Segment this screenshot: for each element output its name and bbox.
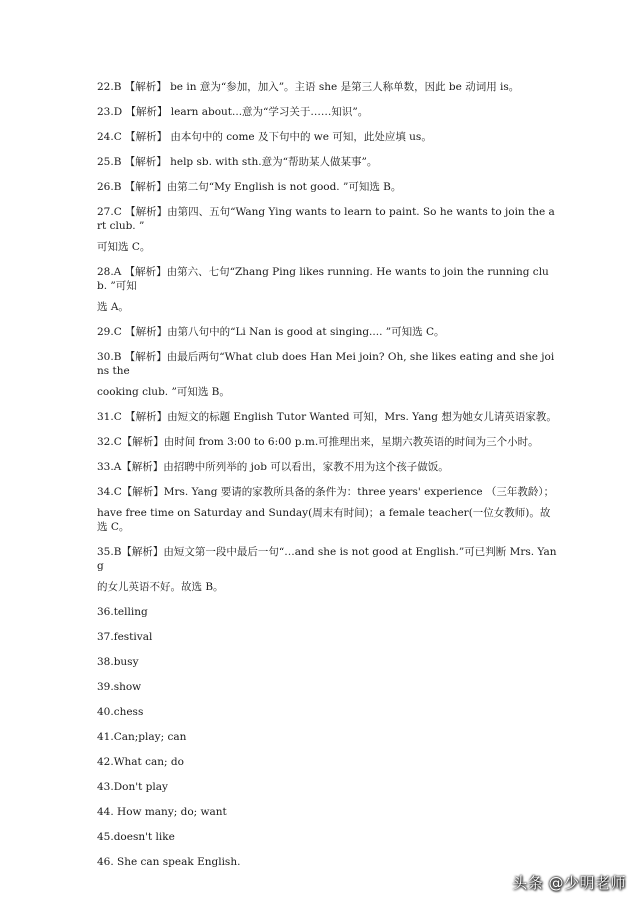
answer-41: 41.Can;play; can [97, 731, 187, 743]
answer-24: 24.C 【解析】 由本句中的 come 及下句中的 we 可知，此处应填 us。 [97, 131, 432, 143]
answer-34-line-2: have free time on Saturday and Sunday(周末有时间)；a female teacher(一位女教师)。故选 C。 [97, 507, 551, 533]
answer-40: 40.chess [97, 706, 144, 718]
answer-39: 39.show [97, 681, 142, 693]
answer-45: 45.doesn't like [97, 831, 175, 843]
answer-25: 25.B 【解析】 help sb. with sth.意为“帮助某人做某事”。 [97, 156, 378, 168]
answer-27-line-1: 27.C 【解析】由第四、五句“Wang Ying wants to learn to paint. So he wants to join the art club. ” [97, 206, 555, 232]
answer-35-line-1: 35.B【解析】由短文第一段中最后一句“…and she is not good at English.”可已判断 Mrs. Yang [97, 546, 557, 572]
answer-28-line-1: 28.A 【解析】由第六、七句“Zhang Ping likes running. He wants to join the running club. ”可知 [97, 266, 549, 292]
answer-36: 36.telling [97, 606, 148, 618]
answer-33: 33.A【解析】由招聘中所列举的 job 可以看出，家教不用为这个孩子做饭。 [97, 461, 449, 473]
answer-28-line-2: 选 A。 [97, 301, 129, 313]
answer-35-line-2: 的女儿英语不好。故选 B。 [97, 581, 224, 593]
answer-23: 23.D 【解析】 learn about...意为“学习关于……知识”。 [97, 106, 369, 118]
answer-29: 29.C 【解析】由第八句中的“Li Nan is good at singing.... ”可知选 C。 [97, 326, 445, 338]
answer-26: 26.B 【解析】由第二句“My English is not good. ”可知选 B。 [97, 181, 402, 193]
answer-34-line-1: 34.C【解析】Mrs. Yang 要请的家教所具备的条件为：three years' experience （三年教龄）； [97, 486, 555, 498]
answer-31: 31.C 【解析】由短文的标题 English Tutor Wanted 可知，Mrs. Yang 想为她女儿请英语家教。 [97, 411, 557, 423]
answer-42: 42.What can; do [97, 756, 184, 768]
answer-38: 38.busy [97, 656, 139, 668]
answer-32: 32.C【解析】由时间 from 3:00 to 6:00 p.m.可推理出来，星期六教英语的时间为三个小时。 [97, 436, 539, 448]
answer-37: 37.festival [97, 631, 153, 643]
answer-30-line-1: 30.B 【解析】由最后两句“What club does Han Mei join? Oh, she likes eating and she joins the [97, 351, 555, 377]
answer-22: 22.B 【解析】 be in 意为“参加，加入”。主语 she 是第三人称单数，因此 be 动词用 is。 [97, 81, 520, 93]
answer-27-line-2: 可知选 C。 [97, 241, 151, 253]
answer-44: 44. How many; do; want [97, 806, 227, 818]
answer-46: 46. She can speak English. [97, 856, 241, 868]
answer-43: 43.Don't play [97, 781, 168, 793]
answer-list [97, 80, 557, 880]
watermark: 头条 @少明老师 [512, 874, 626, 892]
answer-30-line-2: cooking club. ”可知选 B。 [97, 386, 230, 398]
